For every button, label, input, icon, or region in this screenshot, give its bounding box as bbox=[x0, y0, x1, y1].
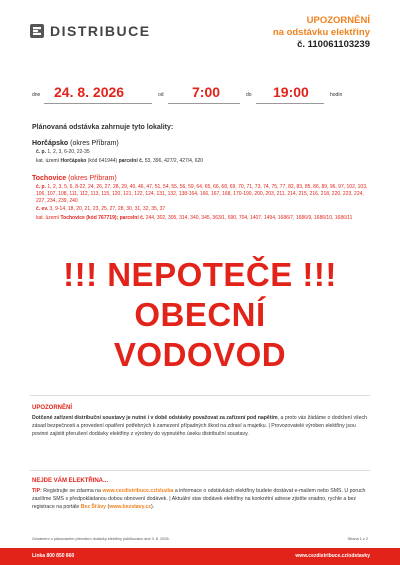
upozorneni-body: , a proto vás žádáme o dodržení všech zásad bezpečnosti a provedení opatření potřebných k zamezení případných škod na zdraví a majetku. | Provozovatelé výroben elektřiny jsou povinni zajistit přerušení dodávky elektřiny z výrobny do vypnutého úseku distribuční soustavy. bbox=[32, 415, 368, 437]
info-text bbox=[32, 487, 372, 511]
info-text-2: a informace o odstávkách elektřiny budete dostávat e-mailem nebo SMS. U poruch zasílíme SMS s předpokládanou dobou obnovení dodávek. | Aktuální stav dodávek elektřiny na konkrétní adrese zjistíte snadno, rychle a bez registrace na portále bbox=[32, 488, 366, 510]
upozorneni-title: UPOZORNĚNÍ bbox=[32, 405, 73, 411]
notice-title: UPOZORNĚNÍ bbox=[306, 15, 370, 26]
cp-label: č. p. bbox=[36, 184, 47, 190]
date-value: 24. 8. 2026 bbox=[54, 84, 125, 100]
registration-link[interactable]: www.cezdistribuce.cz/sluzba bbox=[102, 488, 174, 494]
info-text-4: ). bbox=[151, 504, 155, 510]
date-underline bbox=[44, 103, 152, 104]
date-label: dne bbox=[32, 92, 41, 98]
cez-logo-icon bbox=[30, 24, 44, 38]
locality-horcapsko bbox=[32, 140, 372, 165]
locality-district: (okres Příbram) bbox=[68, 175, 117, 182]
info-text-3: ( bbox=[106, 504, 110, 510]
kat-name: Horčápsko bbox=[60, 158, 87, 164]
info-title: NEJDE VÁM ELEKTŘINA... bbox=[32, 478, 109, 484]
warning-line-3: VODOVOD bbox=[113, 336, 287, 373]
cp-label: č. p. bbox=[36, 149, 47, 155]
hotline: Linka 800 850 860 bbox=[32, 553, 75, 559]
cp-values: 1, 2, 3, 6-20, 22-35 bbox=[47, 149, 90, 155]
locality-title bbox=[32, 140, 372, 147]
divider bbox=[30, 470, 370, 471]
logo bbox=[30, 22, 230, 40]
cp-values: 1, 2, 3, 5, 6, 8-22, 24, 26, 27, 28, 29, 40, 46, 47, 51, 54, 55, 56, 59, 64, 65, 66, 68, 69, 70, 71, 73, 74, 75, 77, 82, 83, 85, 86, 89, 96, 97, 102, 103, 106, 107, 108, 111, 112, 113, 115, 120, 121, 122, 124, 131, 132, 138-164, 166, 167, 168, 170-190, 200, 203, 211, 214, 215, 216, 218, 220, 223, 224, 227, 234, 239, 240 bbox=[36, 184, 368, 204]
locality-title bbox=[32, 175, 372, 182]
kat-name: Tochovice bbox=[60, 215, 85, 221]
from-label: od bbox=[158, 92, 164, 98]
evidence-numbers bbox=[32, 206, 372, 213]
to-time: 19:00 bbox=[273, 84, 309, 100]
kat-code: (kód 767719); bbox=[86, 215, 119, 221]
kat-label: kat. území bbox=[36, 158, 60, 164]
logo-text: DISTRIBUCE bbox=[50, 23, 151, 39]
schedule-row bbox=[30, 84, 370, 104]
divider bbox=[30, 395, 370, 396]
notice-number: č. 110061103239 bbox=[297, 39, 370, 50]
locality-district: (okres Příbram) bbox=[70, 140, 119, 147]
footer-url-link[interactable]: www.cezdistribuce.cz/odstavky bbox=[295, 553, 370, 559]
ev-values: 3, 9-14, 18, 20, 21, 23, 25, 27, 28, 30, 31, 32, 35, 37 bbox=[49, 206, 166, 212]
parcels-label: parcelní č. bbox=[119, 215, 145, 221]
house-numbers bbox=[32, 149, 372, 156]
cadastral-info bbox=[32, 158, 372, 165]
locality-name: Tochovice bbox=[32, 175, 67, 182]
parcels-values: 53, 396, 427/2, 427/4, 620 bbox=[144, 158, 204, 164]
locality-name: Horčápsko bbox=[32, 140, 69, 147]
from-time: 7:00 bbox=[192, 84, 221, 100]
upozorneni-text bbox=[32, 414, 372, 438]
kat-code: (kód 641944) bbox=[87, 158, 118, 164]
page-number: Strana 1 z 2 bbox=[347, 537, 368, 541]
footer-bar bbox=[0, 548, 400, 565]
warning-line-1: !!! NEPOTEČE !!! bbox=[63, 256, 337, 293]
publication-note: Oznámení o plánovaném přerušení dodávky elektřiny publikováno dne 3. 8. 2026. bbox=[32, 537, 170, 541]
notice-subtitle: na odstávku elektřiny bbox=[272, 27, 370, 38]
notice-header bbox=[273, 15, 370, 51]
to-underline bbox=[256, 103, 324, 104]
tip-label: TIP: bbox=[32, 488, 42, 494]
warning-line-2: OBECNÍ bbox=[134, 296, 266, 333]
parcels-label: parcelní č. bbox=[118, 158, 144, 164]
upozorneni-lead: Dotčené zařízení distribuční soustavy je nutné i v době odstávky považovat za zařízení pod napětím bbox=[32, 415, 278, 421]
kat-label: kat. území bbox=[36, 215, 60, 221]
bezstavy-url-link[interactable]: www.bezstavy.cz bbox=[109, 504, 151, 510]
to-label: do bbox=[246, 92, 252, 98]
from-underline bbox=[168, 103, 240, 104]
ev-label: č. ev. bbox=[36, 206, 49, 212]
hours-label: hodin bbox=[330, 92, 343, 98]
parcels-values: 244, 302, 305, 314, 340, 345, 363/1, 690, 704, 1407, 1494, 1686/7, 1686/9, 1686/10, 1686/11 bbox=[145, 215, 353, 221]
localities-intro: Plánovaná odstávka zahrnuje tyto lokality: bbox=[32, 124, 174, 131]
info-text-1: Registrujte se zdarma na bbox=[41, 488, 103, 494]
bez-stavy-link[interactable]: Bez Šťávy bbox=[80, 504, 107, 510]
cadastral-info bbox=[32, 215, 372, 222]
house-numbers bbox=[32, 184, 372, 205]
locality-tochovice bbox=[32, 175, 372, 222]
